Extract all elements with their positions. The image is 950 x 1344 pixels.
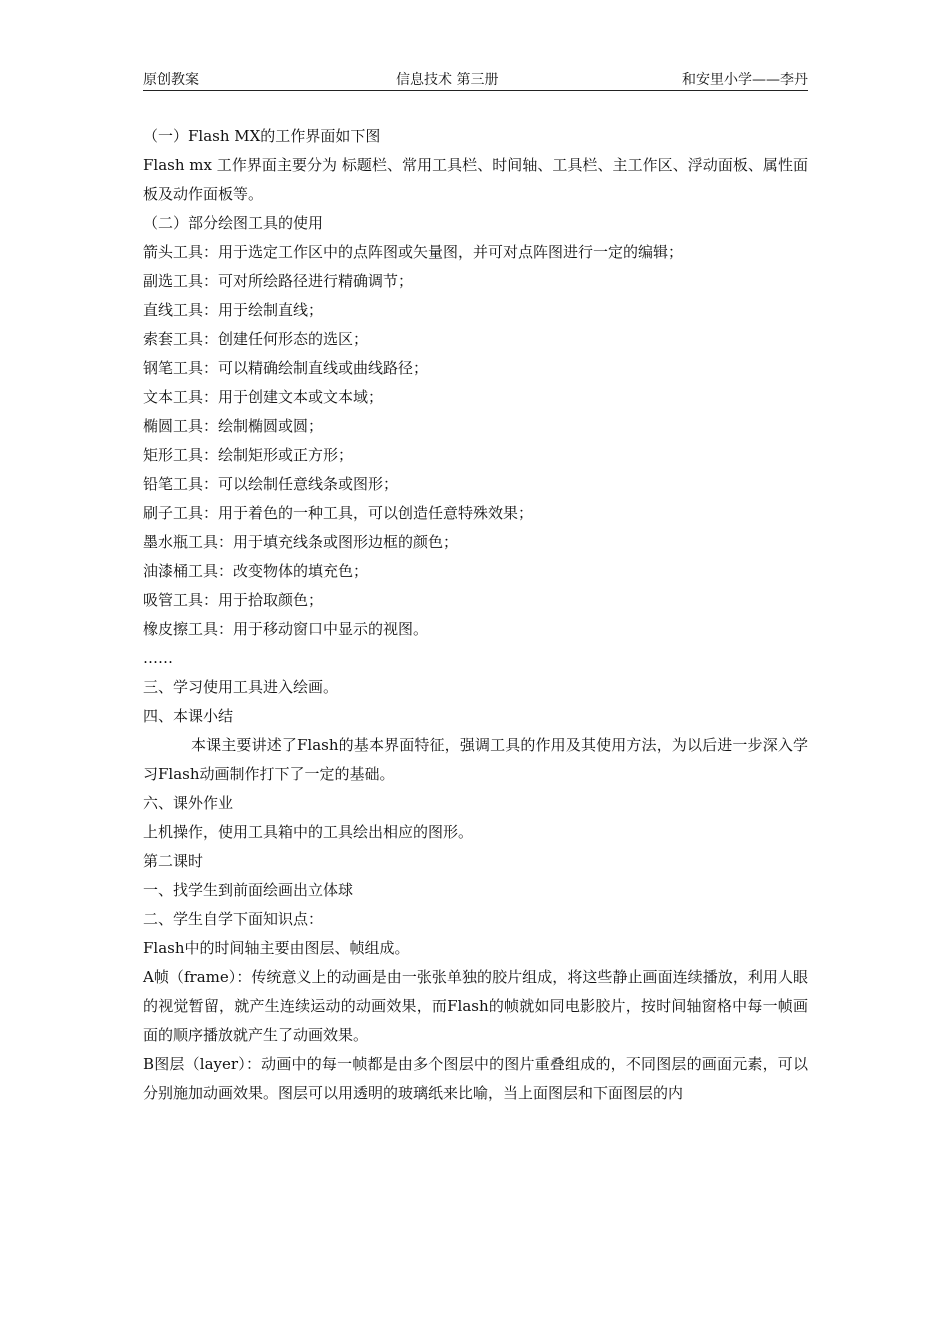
section-heading-sphere: 一、找学生到前面绘画出立体球 — [143, 881, 354, 899]
paragraph-layer: B图层（layer）：动画中的每一帧都是由多个图层中的图片重叠组成的，不同图层的画面元素，可以分别施加动画效果。图层可以用透明的玻璃纸来比喻，当上面图层和下面图层的内 — [143, 1055, 808, 1102]
ellipsis-line: …… — [143, 649, 173, 667]
header-right-text: 和安里小学——李丹 — [682, 72, 808, 88]
document-body — [143, 122, 808, 1108]
tool-item-text: 文本工具：用于创建文本或文本域； — [143, 388, 384, 406]
tool-item-rectangle: 矩形工具：绘制矩形或正方形； — [143, 446, 354, 464]
tool-item-brush: 刷子工具：用于着色的一种工具，可以创造任意特殊效果； — [143, 504, 534, 522]
section-heading-summary: 四、本课小结 — [143, 707, 234, 725]
paragraph-frame: A帧（frame）：传统意义上的动画是由一张张单独的胶片组成，将这些静止画面连续播放，利用人眼的视觉暂留，就产生连续运动的动画效果，而Flash的帧就如同电影胶片，按时间轴窗格中每一帧画面的顺序播放就产生了动画效果。 — [143, 968, 808, 1044]
section-heading-drawing-tools: （二）部分绘图工具的使用 — [143, 214, 324, 232]
section-heading-homework: 六、课外作业 — [143, 794, 234, 812]
section-heading-practice: 三、学习使用工具进入绘画。 — [143, 678, 339, 696]
tool-item-paint-bucket: 油漆桶工具：改变物体的填充色； — [143, 562, 369, 580]
tool-item-pencil: 铅笔工具：可以绘制任意线条或图形； — [143, 475, 399, 493]
paragraph-interface-description: Flash mx 工作界面主要分为 标题栏、常用工具栏、时间轴、工具栏、主工作区、浮动面板、属性面板及动作面板等。 — [143, 156, 808, 203]
section-heading-second-lesson: 第二课时 — [143, 852, 204, 870]
page-header — [143, 70, 808, 91]
section-heading-interface: （一）Flash MX的工作界面如下图 — [143, 127, 381, 145]
tool-item-line: 直线工具：用于绘制直线； — [143, 301, 324, 319]
tool-item-oval: 椭圆工具：绘制椭圆或圆； — [143, 417, 324, 435]
paragraph-summary: 本课主要讲述了Flash的基本界面特征，强调工具的作用及其使用方法，为以后进一步深入学习Flash动画制作打下了一定的基础。 — [143, 736, 808, 783]
tool-item-lasso: 索套工具：创建任何形态的选区； — [143, 330, 369, 348]
tool-item-eyedropper: 吸管工具：用于拾取颜色； — [143, 591, 324, 609]
section-heading-self-study: 二、学生自学下面知识点： — [143, 910, 324, 928]
tool-item-eraser: 橡皮擦工具：用于移动窗口中显示的视图。 — [143, 620, 429, 638]
paragraph-timeline: Flash中的时间轴主要由图层、帧组成。 — [143, 939, 410, 957]
tool-item-ink-bottle: 墨水瓶工具：用于填充线条或图形边框的颜色； — [143, 533, 459, 551]
header-left-text: 原创教案 — [143, 72, 199, 88]
tool-item-arrow: 箭头工具：用于选定工作区中的点阵图或矢量图，并可对点阵图进行一定的编辑； — [143, 243, 684, 261]
tool-item-subselect: 副选工具：可对所绘路径进行精确调节； — [143, 272, 414, 290]
tool-item-pen: 钢笔工具：可以精确绘制直线或曲线路径； — [143, 359, 429, 377]
header-center-text: 信息技术 第三册 — [396, 72, 499, 88]
paragraph-homework: 上机操作，使用工具箱中的工具绘出相应的图形。 — [143, 823, 474, 841]
